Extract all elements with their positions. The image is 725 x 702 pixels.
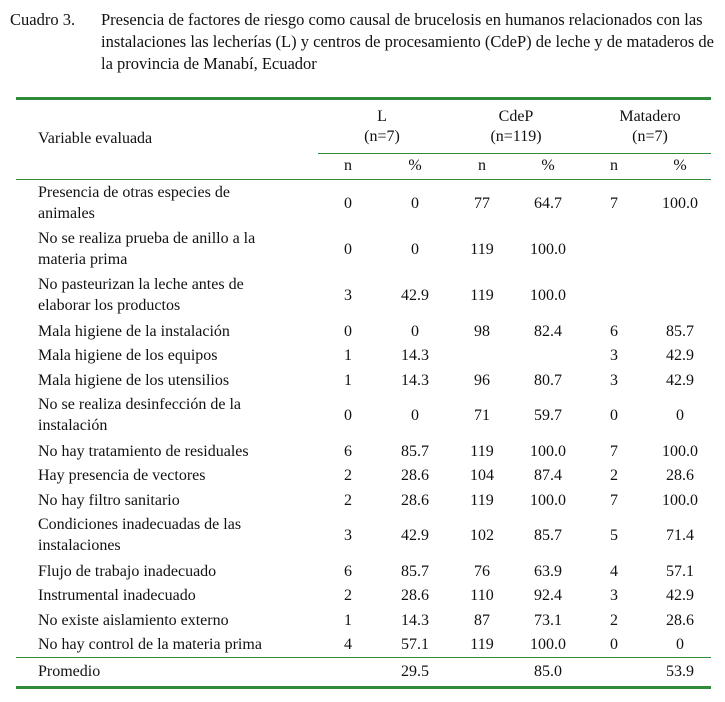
row-variable: Hay presencia de vectores	[38, 467, 206, 485]
row-value-cdep-pct: 100.0	[530, 491, 566, 509]
subheader-matadero-pct: %	[673, 157, 687, 174]
row-value-matadero-n: 5	[610, 527, 618, 545]
row-value-l-pct: 14.3	[401, 611, 429, 629]
row-variable: No hay control de la materia prima	[38, 636, 262, 654]
row-value-l-n: 2	[344, 467, 352, 485]
row-value-l-n: 0	[344, 195, 352, 212]
row-variable-continued: instalaciones	[38, 537, 121, 555]
row-value-l-pct: 0	[411, 407, 419, 425]
row-value-cdep-pct: 80.7	[534, 371, 562, 389]
row-value-cdep-n: 119	[470, 241, 494, 259]
row-value-matadero-pct: 100.0	[662, 442, 698, 460]
group-n-l: (n=7)	[364, 128, 400, 145]
row-value-matadero-n: 3	[610, 347, 618, 365]
average-rule	[16, 657, 711, 658]
row-value-l-pct: 28.6	[401, 491, 429, 509]
row-value-cdep-pct: 100.0	[530, 287, 566, 305]
row-value-matadero-n: 0	[610, 407, 618, 425]
row-value-matadero-n: 7	[610, 195, 618, 212]
row-value-cdep-n: 76	[474, 562, 490, 580]
row-value-l-pct: 0	[411, 241, 419, 259]
row-value-cdep-pct: 63.9	[534, 562, 562, 580]
row-value-l-n: 1	[344, 347, 352, 365]
row-value-cdep-n: 119	[470, 442, 494, 460]
average-matadero-pct: 53.9	[666, 663, 694, 680]
row-value-matadero-n: 3	[610, 371, 618, 389]
row-value-l-n: 2	[344, 491, 352, 509]
row-variable-continued: animales	[38, 205, 95, 222]
row-value-l-pct: 14.3	[401, 371, 429, 389]
row-value-cdep-n: 71	[474, 407, 490, 425]
row-value-l-n: 1	[344, 611, 352, 629]
average-label: Promedio	[38, 663, 101, 680]
row-value-cdep-pct: 87.4	[534, 467, 562, 485]
caption-label: Cuadro 3.	[10, 10, 76, 29]
row-value-cdep-pct: 82.4	[534, 322, 562, 340]
row-variable: Mala higiene de los utensilios	[38, 371, 230, 389]
row-value-l-pct: 85.7	[401, 562, 429, 580]
row-value-matadero-pct: 28.6	[666, 611, 694, 629]
row-value-cdep-pct: 85.7	[534, 527, 562, 545]
row-value-cdep-n: 119	[470, 636, 494, 654]
caption-text: Presencia de factores de riesgo como causal de brucelosis en humanos relacionados con las instalaciones las lecherías (L) y centros de procesamiento (CdeP) de leche y de mataderos de la provincia de Manabí, Ecuador	[101, 10, 715, 73]
row-value-cdep-n: 110	[470, 587, 494, 605]
row-value-l-n: 3	[344, 527, 352, 545]
subheader-l-n: n	[344, 157, 352, 174]
row-variable: No se realiza prueba de anillo a la	[38, 230, 256, 248]
average-cdep-pct: 85.0	[534, 663, 562, 680]
row-variable-continued: instalación	[38, 417, 108, 435]
row-value-l-n: 4	[344, 636, 352, 654]
header-variable: Variable evaluada	[38, 130, 153, 147]
row-value-matadero-n: 7	[610, 442, 618, 460]
row-value-matadero-pct: 0	[676, 407, 684, 425]
row-value-matadero-n: 6	[610, 322, 618, 340]
average-l-pct: 29.5	[401, 663, 429, 680]
row-variable: No existe aislamiento externo	[38, 611, 229, 629]
row-value-matadero-n: 2	[610, 467, 618, 485]
group-name-cdep: CdeP	[498, 108, 534, 125]
row-value-matadero-pct: 100.0	[662, 491, 698, 509]
subheader-l-pct: %	[408, 157, 422, 174]
row-value-l-pct: 42.9	[401, 287, 429, 305]
row-value-cdep-pct: 92.4	[534, 587, 562, 605]
row-value-matadero-pct: 57.1	[666, 562, 694, 580]
row-value-cdep-n: 119	[470, 491, 494, 509]
row-value-matadero-pct: 42.9	[666, 347, 694, 365]
row-value-matadero-n: 0	[610, 636, 618, 654]
row-variable-continued: elaborar los productos	[38, 297, 181, 315]
row-value-l-pct: 42.9	[401, 527, 429, 545]
group-name-l: L	[377, 108, 387, 125]
row-value-cdep-n: 96	[474, 371, 490, 389]
row-value-cdep-n: 119	[470, 287, 494, 305]
row-value-l-pct: 85.7	[401, 442, 429, 460]
row-value-l-n: 0	[344, 322, 352, 340]
row-value-cdep-pct: 100.0	[530, 636, 566, 654]
row-variable: Mala higiene de la instalación	[38, 322, 230, 340]
row-value-l-n: 1	[344, 371, 352, 389]
top-rule	[16, 97, 711, 100]
row-value-l-n: 6	[344, 562, 352, 580]
row-variable: Condiciones inadecuadas de las	[38, 516, 242, 534]
row-variable: No hay tratamiento de residuales	[38, 442, 249, 460]
row-value-l-pct: 28.6	[401, 587, 429, 605]
row-value-l-pct: 14.3	[401, 347, 429, 365]
row-value-cdep-pct: 100.0	[530, 442, 566, 460]
row-value-l-pct: 28.6	[401, 467, 429, 485]
row-value-matadero-n: 4	[610, 562, 618, 580]
row-variable: Instrumental inadecuado	[38, 587, 196, 605]
row-value-cdep-n: 104	[470, 467, 494, 485]
subheader-matadero-n: n	[610, 157, 618, 174]
row-value-matadero-pct: 0	[676, 636, 684, 654]
header-bottom-rule	[16, 179, 711, 180]
row-value-l-pct: 0	[411, 195, 419, 212]
subheader-cdep-pct: %	[541, 157, 555, 174]
row-value-cdep-pct: 64.7	[534, 195, 562, 212]
row-value-matadero-pct: 71.4	[666, 527, 694, 545]
row-value-l-n: 3	[344, 287, 352, 305]
row-value-matadero-n: 3	[610, 587, 618, 605]
row-value-matadero-pct: 28.6	[666, 467, 694, 485]
row-value-cdep-n: 98	[474, 322, 490, 340]
group-name-matadero: Matadero	[619, 108, 681, 125]
row-value-cdep-n: 77	[474, 195, 490, 212]
row-value-cdep-n: 102	[470, 527, 494, 545]
row-variable: Mala higiene de los equipos	[38, 347, 218, 365]
row-value-matadero-pct: 100.0	[662, 195, 698, 212]
subheader-rule	[318, 153, 711, 154]
bottom-rule	[16, 686, 711, 689]
subheader-cdep-n: n	[478, 157, 486, 174]
row-value-cdep-pct: 100.0	[530, 241, 566, 259]
row-value-cdep-pct: 59.7	[534, 407, 562, 425]
row-value-cdep-n: 87	[474, 611, 490, 629]
row-variable: Flujo de trabajo inadecuado	[38, 562, 217, 580]
row-value-l-n: 0	[344, 407, 352, 425]
row-value-l-n: 2	[344, 587, 352, 605]
row-value-cdep-pct: 73.1	[534, 611, 562, 629]
group-n-cdep: (n=119)	[490, 128, 542, 145]
row-variable: No se realiza desinfección de la	[38, 396, 242, 414]
row-variable: Presencia de otras especies de	[38, 184, 230, 201]
row-variable-continued: materia prima	[38, 251, 128, 269]
row-value-matadero-pct: 42.9	[666, 587, 694, 605]
row-value-l-pct: 0	[411, 322, 419, 340]
row-value-l-pct: 57.1	[401, 636, 429, 654]
group-n-matadero: (n=7)	[632, 128, 668, 145]
row-value-l-n: 0	[344, 241, 352, 259]
row-value-l-n: 6	[344, 442, 352, 460]
row-variable: No pasteurizan la leche antes de	[38, 276, 244, 294]
row-variable: No hay filtro sanitario	[38, 491, 180, 509]
row-value-matadero-n: 7	[610, 491, 618, 509]
row-value-matadero-pct: 42.9	[666, 371, 694, 389]
row-value-matadero-n: 2	[610, 611, 618, 629]
row-value-matadero-pct: 85.7	[666, 322, 694, 340]
